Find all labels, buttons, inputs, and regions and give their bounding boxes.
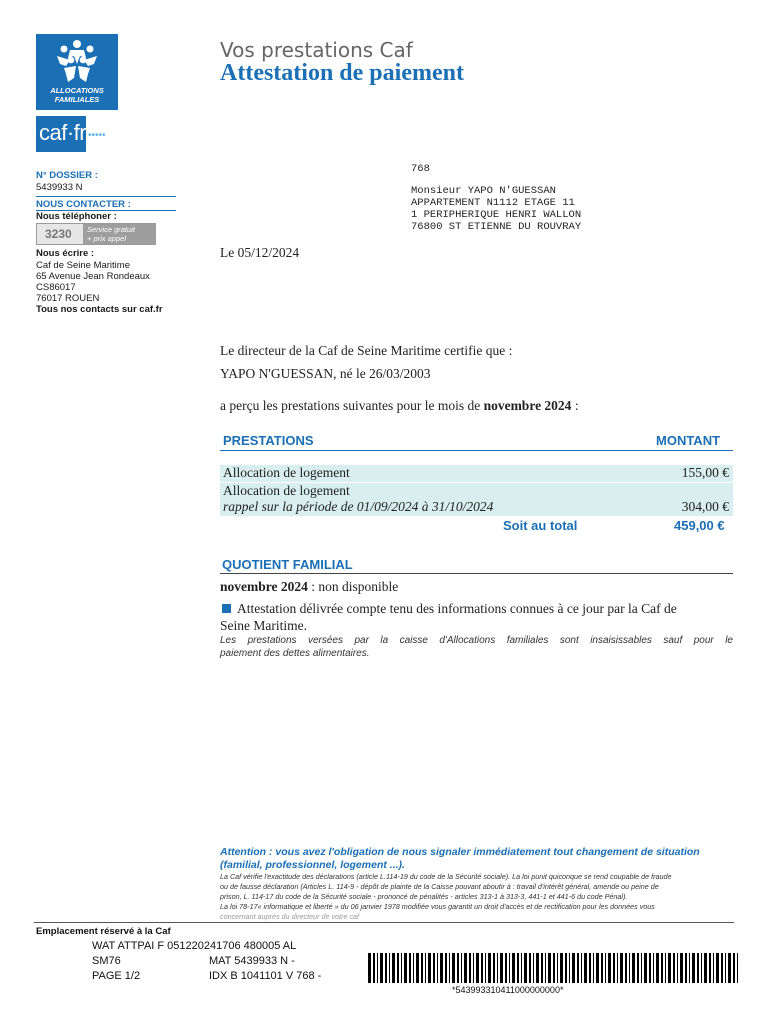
barcode-bar (377, 953, 378, 983)
barcode-bar (449, 953, 450, 983)
barcode-bar (409, 953, 411, 983)
barcode-bar (529, 953, 531, 983)
address-line: 76017 ROUEN (36, 293, 100, 304)
dossier-label: N° DOSSIER : (36, 170, 98, 181)
insaisissable-line-2: paiement des dettes alimentaires. (220, 648, 370, 659)
barcode-bar (440, 953, 443, 983)
table-row (220, 465, 733, 482)
insaisissable-line-1: Les prestations versées par la caisse d'Allocations familiales sont insaisissables sauf pour le (220, 635, 733, 646)
fine-print: ou de fausse déclaration (Articles L. 114-9 - dépôt de plainte de la Caisse pouvant aboutir à : travail d'intérêt général, amende ou peine de (220, 882, 659, 891)
barcode-bar (416, 953, 419, 983)
barcode-bar (737, 953, 738, 983)
barcode-bar (668, 953, 671, 983)
recipient-code: 768 (411, 163, 430, 175)
address-line: 65 Avenue Jean Rondeaux (36, 271, 150, 282)
barcode-bar (697, 953, 699, 983)
barcode-bar (673, 953, 675, 983)
barcode-bar (473, 953, 474, 983)
barcode-bar (457, 953, 459, 983)
barcode-bar (728, 953, 731, 983)
barcode-bar (569, 953, 570, 983)
reserved-label: Emplacement réservé à la Caf (36, 926, 171, 937)
barcode-bar (692, 953, 695, 983)
barcode-bar (689, 953, 690, 983)
barcode-bar (677, 953, 678, 983)
write-label: Nous écrire : (36, 248, 95, 259)
barcode-bar (725, 953, 726, 983)
barcode-bar (437, 953, 438, 983)
barcode-text: *543993310411000000000* (452, 985, 564, 995)
quotient-text: novembre 2024 : non disponible (220, 579, 399, 594)
col-montant: MONTANT (656, 433, 721, 448)
fine-print: La Caf vérifie l'exactitude des déclarations (article L.114-19 du code de la Sécurité sociale). La loi punit quiconque se rend coupable de fraude (220, 872, 672, 881)
barcode-bar (605, 953, 606, 983)
recipient-line: Monsieur YAPO N'GUESSAN (411, 185, 556, 197)
barcode-bar (557, 953, 558, 983)
barcode-bar (608, 953, 611, 983)
phone-box[interactable] (36, 223, 156, 245)
family-figures-icon (52, 38, 102, 86)
barcode-bar (493, 953, 495, 983)
barcode-bar (577, 953, 579, 983)
barcode-bar (497, 953, 498, 983)
logo-text: ALLOCATIONS FAMILIALES (50, 86, 104, 104)
recipient-line: 1 PERIPHERIQUE HENRI WALLON (411, 209, 582, 221)
footer-line-1: WAT ATTPAI F 051220241706 480005 AL (92, 940, 297, 952)
barcode-bar (524, 953, 527, 983)
footer-mat: MAT 5439933 N - (209, 955, 295, 967)
address-line: CS86017 (36, 282, 76, 293)
barcode-bar (685, 953, 687, 983)
col-prestations: PRESTATIONS (223, 433, 314, 448)
dossier-value: 5439933 N (36, 182, 83, 193)
barcode-bar (545, 953, 546, 983)
footer-page: PAGE 1/2 (92, 970, 141, 982)
footer-rule (34, 922, 734, 923)
barcode-bar (536, 953, 539, 983)
barcode-bar (620, 953, 623, 983)
barcode-bar (584, 953, 587, 983)
barcode-bar (641, 953, 642, 983)
barcode-bar (392, 953, 395, 983)
table-row (220, 483, 733, 516)
barcode-bar (680, 953, 683, 983)
barcode (368, 953, 740, 983)
quotient-heading: QUOTIENT FAMILIAL (222, 557, 353, 572)
fine-print: La loi 78-17« informatique et liberté » du 06 janvier 1978 modifiée vous garantit un droit d'accès et de rectification pour les données vous (220, 902, 655, 911)
barcode-bar (401, 953, 402, 983)
warning-line-2: (familial, professionnel, logement ...). (220, 859, 405, 871)
barcode-bar (665, 953, 666, 983)
contact-label: NOUS CONTACTER : (36, 199, 131, 210)
barcode-bar (713, 953, 714, 983)
barcode-bar (625, 953, 627, 983)
barcode-bar (541, 953, 543, 983)
barcode-bar (601, 953, 603, 983)
barcode-bar (593, 953, 594, 983)
dots-decoration: ••••• (88, 130, 106, 141)
attest-text: Attestation délivrée compte tenu des informations connues à ce jour par la Caf de (237, 601, 677, 616)
document-date: Le 05/12/2024 (220, 245, 300, 260)
barcode-bar (517, 953, 519, 983)
warning-line-1: Attention : vous avez l'obligation de nous signaler immédiatement tout changement de situation (220, 846, 700, 858)
row-label: Allocation de logement (223, 465, 350, 480)
barcode-bar (397, 953, 399, 983)
barcode-bar (428, 953, 431, 983)
barcode-bar (509, 953, 510, 983)
barcode-bar (653, 953, 654, 983)
barcode-bar (704, 953, 707, 983)
barcode-bar (617, 953, 618, 983)
person-text: YAPO N'GUESSAN, né le 26/03/2003 (220, 366, 431, 381)
barcode-bar (596, 953, 599, 983)
contacts-link[interactable]: Tous nos contacts sur caf.fr (36, 304, 163, 315)
barcode-bar (632, 953, 635, 983)
caf-fr-logo (36, 116, 86, 152)
attest-text-2: Seine Maritime. (220, 618, 307, 633)
barcode-bar (629, 953, 630, 983)
certify-text: Le directeur de la Caf de Seine Maritime certifie que : (220, 343, 513, 358)
barcode-bar (389, 953, 390, 983)
barcode-bar (421, 953, 423, 983)
barcode-bar (413, 953, 414, 983)
recipient-line: 76800 ST ETIENNE DU ROUVRAY (411, 221, 582, 233)
caf-logo (36, 34, 118, 110)
barcode-bar (368, 953, 371, 983)
header-rule (220, 450, 733, 451)
barcode-bar (373, 953, 375, 983)
row-sublabel: rappel sur la période de 01/09/2024 à 31/10/2024 (223, 499, 494, 514)
divider (36, 196, 176, 197)
row-amount: 155,00 € (681, 465, 729, 480)
barcode-bar (452, 953, 455, 983)
barcode-bar (716, 953, 719, 983)
barcode-bar (733, 953, 735, 983)
barcode-bar (521, 953, 522, 983)
barcode-bar (476, 953, 479, 983)
barcode-bar (581, 953, 582, 983)
phone-number: 3230 (45, 227, 72, 241)
barcode-bar (709, 953, 711, 983)
address-line: Caf de Seine Maritime (36, 260, 130, 271)
barcode-bar (385, 953, 387, 983)
barcode-bar (505, 953, 507, 983)
barcode-bar (485, 953, 486, 983)
barcode-bar (512, 953, 515, 983)
received-text: a perçu les prestations suivantes pour le mois de novembre 2024 : (220, 398, 579, 413)
barcode-bar (425, 953, 426, 983)
barcode-bar (445, 953, 447, 983)
barcode-bar (565, 953, 567, 983)
page-title: Attestation de paiement (220, 60, 464, 86)
total-label: Soit au total (503, 518, 578, 533)
footer-sm: SM76 (92, 955, 121, 967)
phone-label: Nous téléphoner : (36, 211, 117, 222)
barcode-bar (548, 953, 551, 983)
barcode-bar (469, 953, 471, 983)
barcode-bar (464, 953, 467, 983)
footer-idx: IDX B 1041101 V 768 - (209, 970, 322, 982)
barcode-bar (461, 953, 462, 983)
fine-print: prison, L. 114-17 du code de la Sécurité sociale - prononcé de pénalités - articles 313-1 à 313-3, 441-1 et 441-6 du code Pénal). (220, 892, 628, 901)
barcode-bar (380, 953, 383, 983)
barcode-bar (404, 953, 407, 983)
total-amount: 459,00 € (674, 518, 725, 533)
barcode-bar (481, 953, 483, 983)
barcode-bar (500, 953, 503, 983)
barcode-bar (721, 953, 723, 983)
barcode-bar (613, 953, 615, 983)
barcode-bar (649, 953, 651, 983)
caf-fr-text: caf·fr (39, 120, 87, 145)
barcode-bar (637, 953, 639, 983)
fine-print: concernant auprès du directeur de votre caf (220, 912, 360, 921)
barcode-bar (656, 953, 659, 983)
barcode-bar (533, 953, 534, 983)
barcode-bar (433, 953, 435, 983)
barcode-bar (661, 953, 663, 983)
row-amount: 304,00 € (681, 499, 729, 514)
barcode-bar (572, 953, 575, 983)
barcode-bar (560, 953, 563, 983)
quotient-rule (220, 573, 733, 574)
page-kicker: Vos prestations Caf (220, 38, 413, 62)
barcode-bar (553, 953, 555, 983)
barcode-bar (589, 953, 591, 983)
recipient-line: APPARTEMENT N1112 ETAGE 11 (411, 197, 575, 209)
phone-tag: Service gratuit + prix appel (83, 224, 156, 244)
barcode-bar (488, 953, 491, 983)
bullet-square-icon (222, 604, 231, 613)
barcode-bar (701, 953, 702, 983)
row-label: Allocation de logement (223, 483, 350, 498)
barcode-bar (644, 953, 647, 983)
